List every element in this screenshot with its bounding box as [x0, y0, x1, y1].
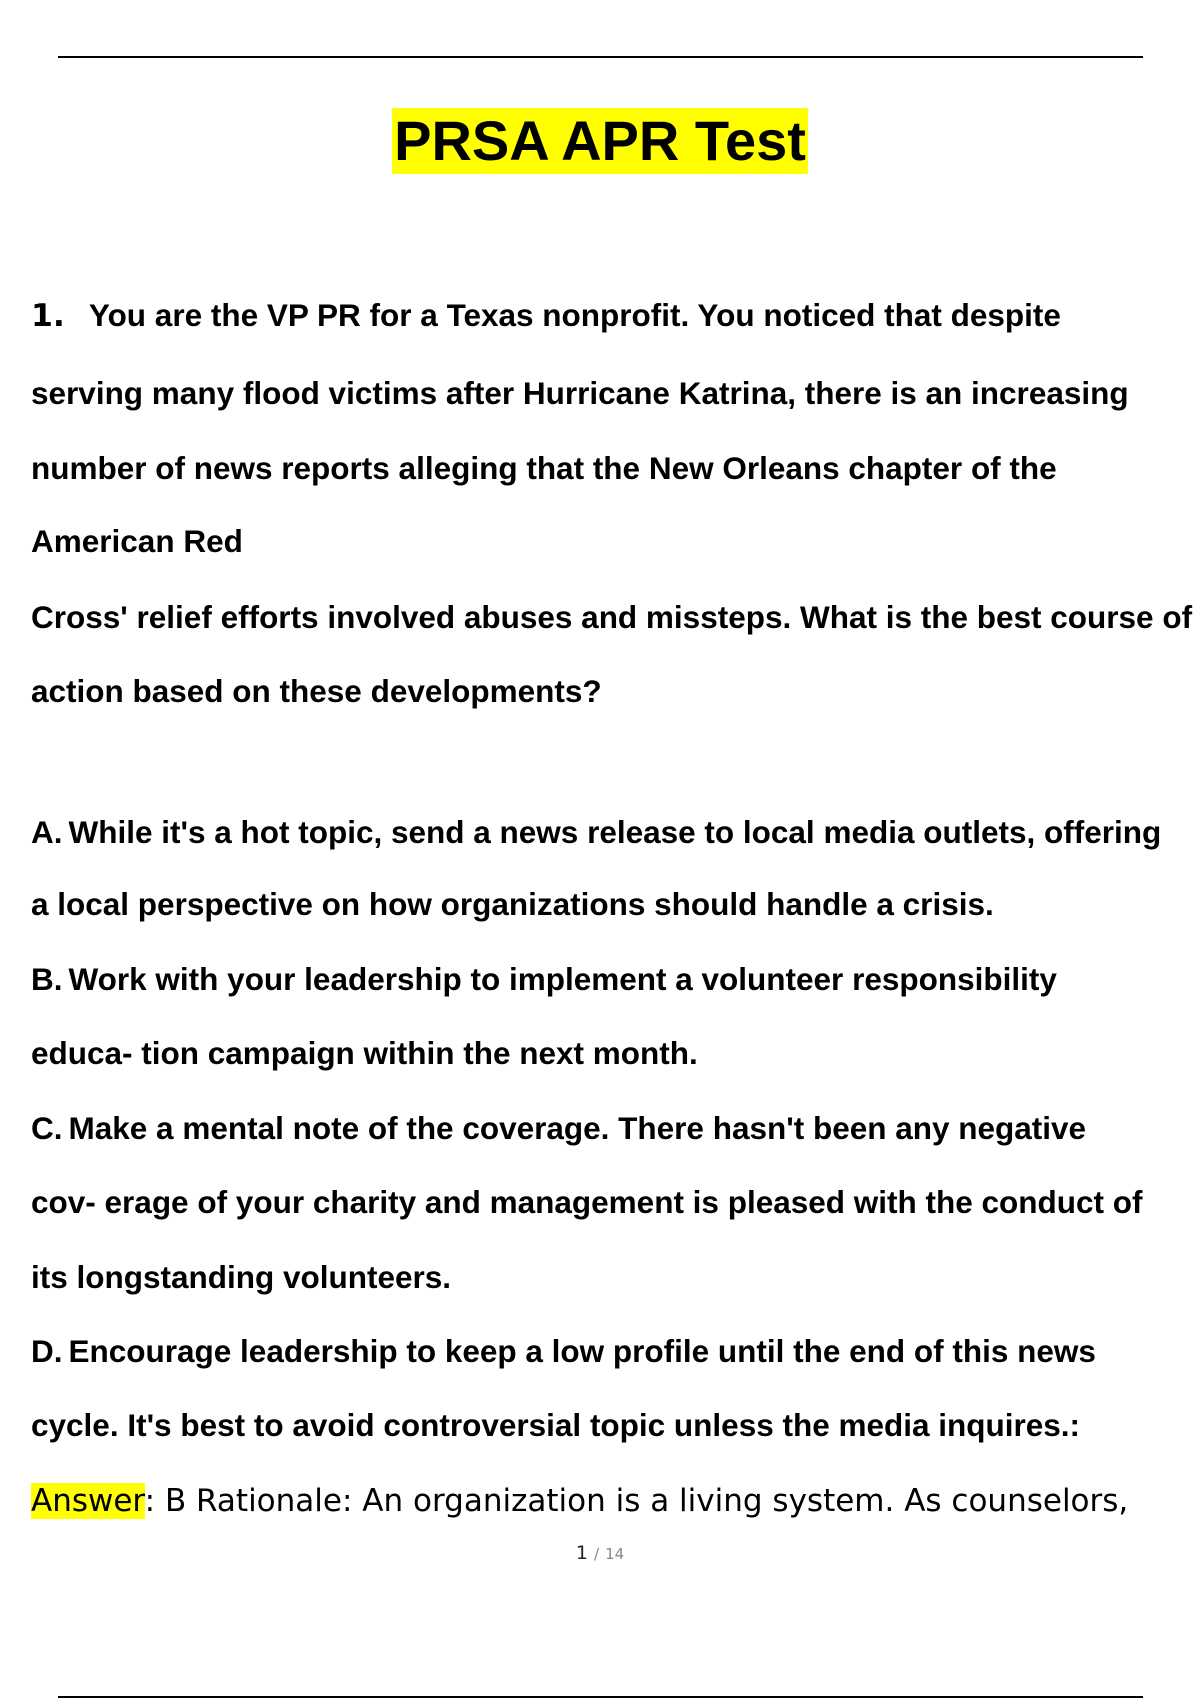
- option-c-line-3: its longstanding volunteers.: [31, 1259, 452, 1295]
- option-a: [31, 812, 1161, 852]
- question-line-4: American Red: [31, 523, 243, 559]
- option-d: [31, 1331, 1096, 1371]
- answer-line: [31, 1481, 1128, 1521]
- option-c-text: Make a mental note of the coverage. There hasn't been any negative: [68, 1110, 1087, 1146]
- answer-text: : B Rationale: An organization is a living system. As counselors,: [144, 1483, 1129, 1519]
- option-d-line-2: cycle. It's best to avoid controversial topic unless the media inquires.:: [31, 1407, 1081, 1443]
- question-line-6: action based on these developments?: [31, 673, 602, 709]
- page-separator: /: [593, 1545, 600, 1563]
- option-d-letter: D.: [31, 1333, 63, 1369]
- question-line-1: [31, 295, 1061, 336]
- option-a-letter: A.: [31, 814, 63, 850]
- option-b-line-2: educa- tion campaign within the next month.: [31, 1035, 698, 1071]
- option-b: [31, 959, 1057, 999]
- option-d-text: Encourage leadership to keep a low profile until the end of this news: [68, 1333, 1096, 1369]
- option-b-letter: B.: [31, 961, 63, 997]
- top-rule: [58, 56, 1143, 58]
- page-number: [0, 1542, 1200, 1564]
- question-text: You are the VP PR for a Texas nonprofit. You noticed that despite: [88, 297, 1061, 333]
- option-b-text: Work with your leadership to implement a volunteer responsibility: [68, 961, 1057, 997]
- option-c-letter: C.: [31, 1110, 63, 1146]
- question-line-3: number of news reports alleging that the New Orleans chapter of the: [31, 450, 1057, 486]
- question-line-2: serving many flood victims after Hurricane Katrina, there is an increasing: [31, 375, 1129, 411]
- option-a-line-2: a local perspective on how organizations should handle a crisis.: [31, 886, 994, 922]
- question-line-5: Cross' relief efforts involved abuses and missteps. What is the best course of: [31, 599, 1193, 635]
- answer-label: Answer: [31, 1483, 145, 1519]
- option-c-line-2: cov- erage of your charity and management is pleased with the conduct of: [31, 1184, 1143, 1220]
- question-number: 1.: [31, 298, 65, 334]
- title-container: [0, 108, 1200, 174]
- option-a-text: While it's a hot topic, send a news release to local media outlets, offering: [68, 814, 1162, 850]
- option-c: [31, 1108, 1086, 1148]
- page-total: 14: [605, 1545, 625, 1563]
- document-title: PRSA APR Test: [394, 109, 806, 172]
- bottom-rule: [58, 1696, 1143, 1698]
- page-current: 1: [575, 1542, 588, 1564]
